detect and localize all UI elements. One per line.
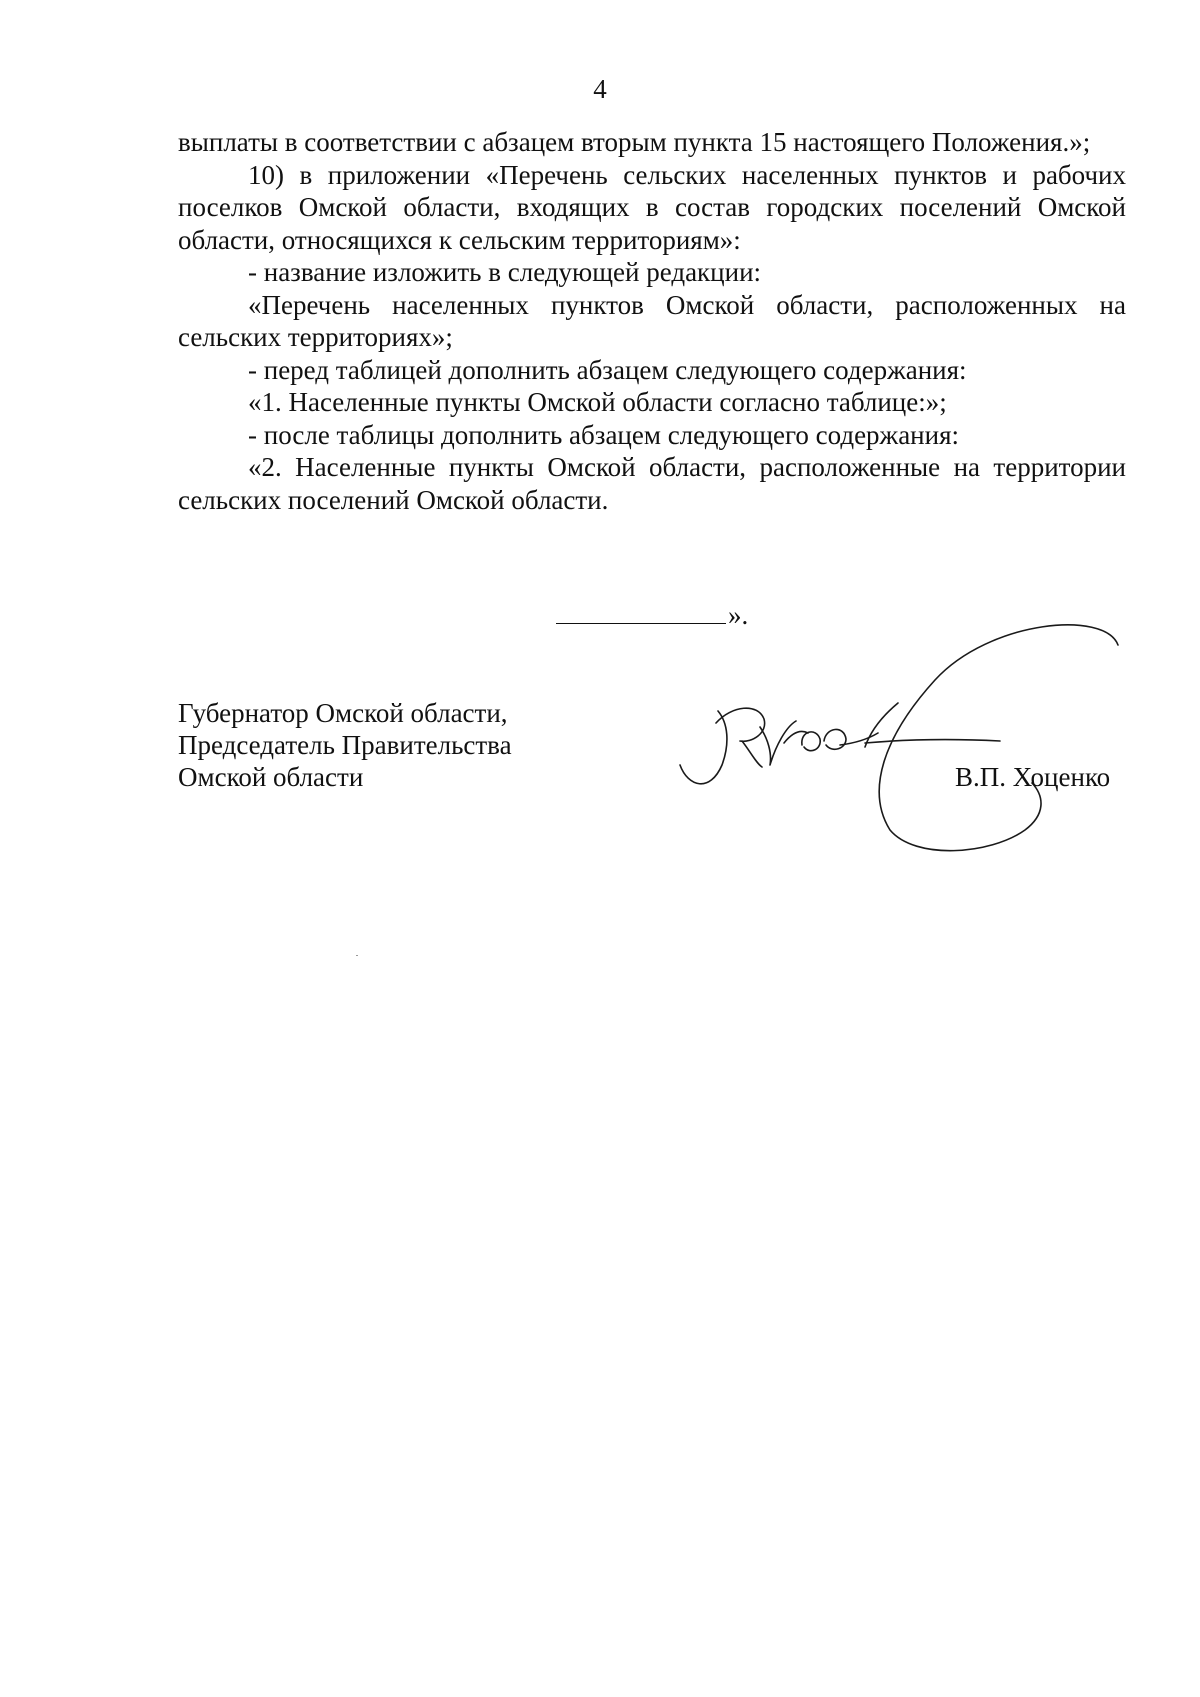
paragraph-7: - после таблицы дополнить абзацем следующего содержания: (248, 419, 960, 450)
closing-mark: ». (728, 600, 749, 630)
paragraph-1: выплаты в соответствии с абзацем вторым пункта 15 настоящего Положения.»; (178, 127, 1091, 157)
page-number: 4 (593, 74, 607, 104)
paragraph-4: «Перечень населенных пунктов Омской области, расположенных на сельских территориях»; (178, 289, 1126, 352)
scan-speck (356, 955, 358, 956)
position-line-3: Омской области (178, 762, 364, 792)
paragraph-6: «1. Населенные пункты Омской области согласно таблице:»; (248, 387, 947, 417)
position-line-2: Председатель Правительства (178, 730, 512, 760)
paragraph-8: «2. Населенные пункты Омской области, расположенные на территории сельских поселений Омской области. (178, 452, 1126, 515)
signer-name: В.П. Хоценко (955, 762, 1111, 792)
position-line-1: Губернатор Омской области, (178, 698, 508, 728)
paragraph-2: 10) в приложении «Перечень сельских населенных пунктов и рабочих поселков Омской области, входящих в состав городских поселений Омской области, относящихся к сельским территориям»: (178, 159, 1126, 255)
signatory-position (178, 697, 512, 793)
paragraph-5: - перед таблицей дополнить абзацем следующего содержания: (248, 354, 967, 385)
paragraph-3: - название изложить в следующей редакции: (248, 257, 762, 287)
handwritten-signature (660, 615, 1120, 865)
document-body (178, 126, 1126, 516)
